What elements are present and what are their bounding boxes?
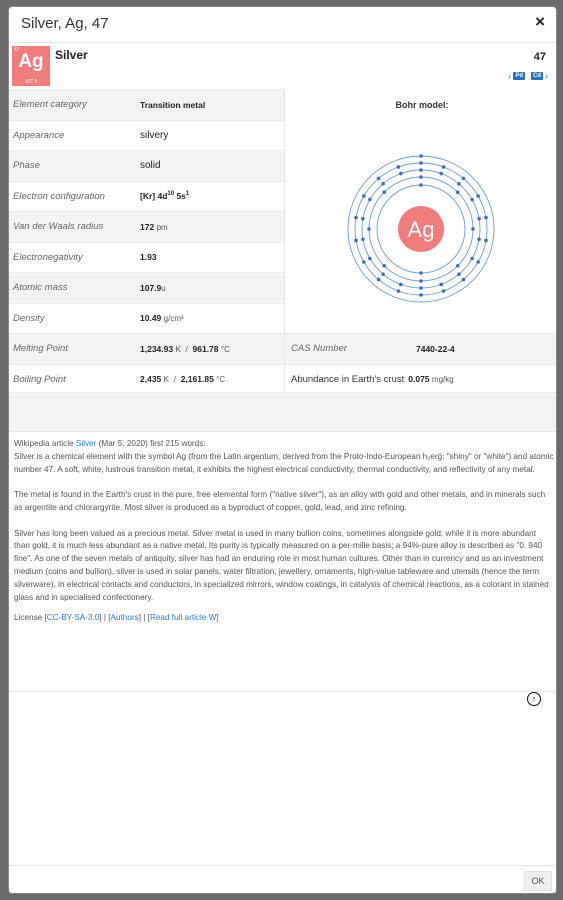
electron [397,165,401,169]
close-button[interactable]: × [535,12,545,31]
element-tile [12,46,50,86]
wiki-paragraph-2: The metal is found in the Earth's crust in the pure, free elemental form ("native silver"), as an alloy with gold and other metals, and in minerals such as argentite and chlorargyrite. Most silver is produced as a byproduct of copper, gold, lead, and zinc refining. [14,490,546,512]
electron [362,260,366,264]
property-label: Melting Point [13,343,68,355]
property-value [408,374,453,384]
electron [354,239,358,243]
boil-k-unit: K [163,375,169,385]
property-label: Atomic mass [13,282,68,294]
electron [382,190,386,194]
electron [419,279,423,283]
wikipedia-excerpt [14,438,554,638]
next-element-label: Cd [533,73,541,79]
read-full-article-link[interactable] [149,613,219,623]
electron [381,272,385,276]
property-value: Transition metal [140,99,206,110]
property-value: solid [140,160,161,172]
electron [419,293,423,297]
electron [462,278,466,282]
electron [368,257,372,261]
boil-k-value: 2,435 [140,374,162,385]
property-value [140,374,225,384]
electron [419,175,423,179]
electron [419,161,423,165]
config-sup-1: 10 [167,191,175,198]
property-value [140,283,166,293]
dialog-title: Silver, Ag, 47 [21,15,109,32]
chevron-right-icon: › [545,71,548,81]
property-row-electron-configuration [9,181,284,212]
authors-link[interactable]: Authors [110,613,139,623]
electron [419,271,423,275]
tile-atomic-number: 47 [14,47,20,53]
mass-value: 107.9 [140,282,162,293]
melt-c-value: 961.78 [192,343,219,354]
content-divider [9,691,557,692]
read-full-article-label: Read full article [149,613,207,623]
property-value [140,191,189,201]
element-navigation [508,71,548,81]
melt-c-unit: °C [220,344,230,354]
electron [399,172,403,176]
property-label: Electronegativity [13,251,83,263]
electron [456,264,460,268]
wiki-paragraph-3: Silver has long been valued as a precious metal. Silver metal is used in many bullion coins, sometimes alongside gold: while it is more abundant than gold, it is much less abundant as a native metal. Its purity is typically measured on a per-mille basis; a 94%-pure alloy is described as "0. 940 fine". As one of the seven metals of antiquity, silver has had an enduring role in most human cultures. Other than in currency and as an investment medium (coins and bullion), silver is used in solar panels, water filtration, jewellery, ornaments, high-value tableware and utensils (hence the term silverware), in electrical contacts and conductors, in specialized mirrors, window coatings, in catalysis of chemical reactions, as a colorant in stained glass and in specialised confectionery. [14,528,549,602]
property-label: Density [13,312,45,324]
electron [419,168,423,172]
ok-button[interactable]: OK [524,871,552,891]
boil-c-value: 2,161.85 [180,374,214,385]
boil-c-unit: °C [216,375,226,385]
electron [397,289,401,293]
electron [367,227,371,231]
electron [442,289,446,293]
electron [381,182,385,186]
chevron-left-icon: ‹ [508,71,512,81]
melt-separator: / [185,344,188,354]
license-line [14,612,554,625]
license-sep-2: ] | [ [138,613,150,623]
density-value: 10.49 [140,313,162,324]
element-details-dialog [8,6,557,894]
electron [477,237,481,241]
property-label: Phase [13,160,40,172]
wiki-intro-prefix: Wikipedia article [14,439,76,448]
next-element-link[interactable] [531,71,548,81]
electron [419,183,423,187]
electron [354,216,358,220]
electron [476,194,480,198]
scroll-to-top-button[interactable] [527,692,541,706]
dialog-header [9,7,556,43]
abundance-value: 0.075 [408,374,430,385]
bohr-model-title: Bohr model: [395,100,449,110]
bohr-model-panel [284,89,557,333]
property-row-vdw-radius [9,211,284,242]
electron [361,217,365,221]
electron [439,283,443,287]
wiki-article-link[interactable]: Silver [75,439,97,448]
tile-symbol: Ag [18,51,44,72]
property-value [140,222,168,232]
dialog-footer [9,865,557,894]
property-row-phase [9,150,284,181]
wiki-intro-suffix: (Mar 5, 2020) first 215 words: [96,439,206,448]
electron [457,182,461,186]
electron [399,283,403,287]
license-link[interactable]: CC-BY-SA-3.0 [46,613,100,623]
electron [470,198,474,202]
element-header [9,43,556,89]
extra-properties [284,333,557,394]
property-value [140,313,184,323]
wikipedia-icon: W [208,613,217,623]
electron [476,260,480,264]
melt-k-value: 1,234.93 [140,343,174,354]
wiki-paragraph-1: Silver is a chemical element with the symbol Ag (from the Latin argentum, derived from the Proto-Indo-European h₂erǵ: "shiny" or "white") and atomic number 47. A soft, white, lustrous transition metal, it exhibits the highest electrical conductivity, thermal conductivity, and reflectivity of any metal. [14,451,554,474]
property-label: Electron configuration [13,190,105,202]
property-row-melting-point [9,333,284,364]
config-sup-2: 1 [185,191,190,198]
electron [456,190,460,194]
electron [484,239,488,243]
tile-mass: 107.9 [24,79,38,85]
property-row-atomic-mass [9,272,284,303]
vdw-value: 172 [140,221,155,232]
electron [419,154,423,158]
property-label: Appearance [13,129,65,141]
electron [442,165,446,169]
property-value: 1.93 [140,252,157,263]
license-sep-1: ] | [ [99,613,111,623]
electron [471,227,475,231]
bohr-model-diagram [341,149,501,309]
property-value: 7440-22-4 [416,343,455,354]
wiki-intro [14,438,554,451]
boil-separator: / [173,375,176,385]
property-value: silvery [140,129,169,141]
property-row-electronegativity [9,242,284,273]
electron [377,177,381,181]
electron [470,257,474,261]
element-name: Silver [55,48,88,62]
separator-band [9,392,557,432]
prev-element-label: Pd [515,73,523,79]
electron [361,237,365,241]
electron [377,278,381,282]
property-row-cas [285,333,557,364]
electron [462,177,466,181]
config-prefix: [Kr] 4d [140,191,168,202]
property-row-abundance [285,364,557,395]
license-end: ] [216,613,219,623]
mass-unit: u [161,283,166,293]
properties-table [9,89,284,394]
nucleus-symbol: Ag [407,217,435,242]
arrow-up-icon: ↑ [531,693,537,704]
property-label: CAS Number [291,343,347,355]
electron [439,172,443,176]
electron [419,286,423,290]
density-unit: g/cm³ [163,314,184,324]
atomic-number: 47 [533,51,546,63]
vdw-unit: pm [156,222,168,232]
electron [362,194,366,198]
license-label: License [ [14,613,47,623]
property-value [140,344,230,354]
prev-element-link[interactable] [508,71,525,81]
property-row-category [9,89,284,120]
property-label: Van der Waals radius [13,221,104,233]
abundance-unit: mg/kg [431,375,454,385]
property-label: Element category [13,99,87,111]
electron [382,264,386,268]
property-row-boiling-point [9,364,284,395]
property-row-appearance [9,120,284,151]
property-label: Boiling Point [13,373,66,385]
property-row-density [9,303,284,334]
melt-k-unit: K [175,344,181,354]
electron [484,216,488,220]
electron [457,272,461,276]
config-mid: 5s [174,191,186,202]
electron [368,198,372,202]
electron [477,217,481,221]
property-label: Abundance in Earth's crust [291,373,405,385]
